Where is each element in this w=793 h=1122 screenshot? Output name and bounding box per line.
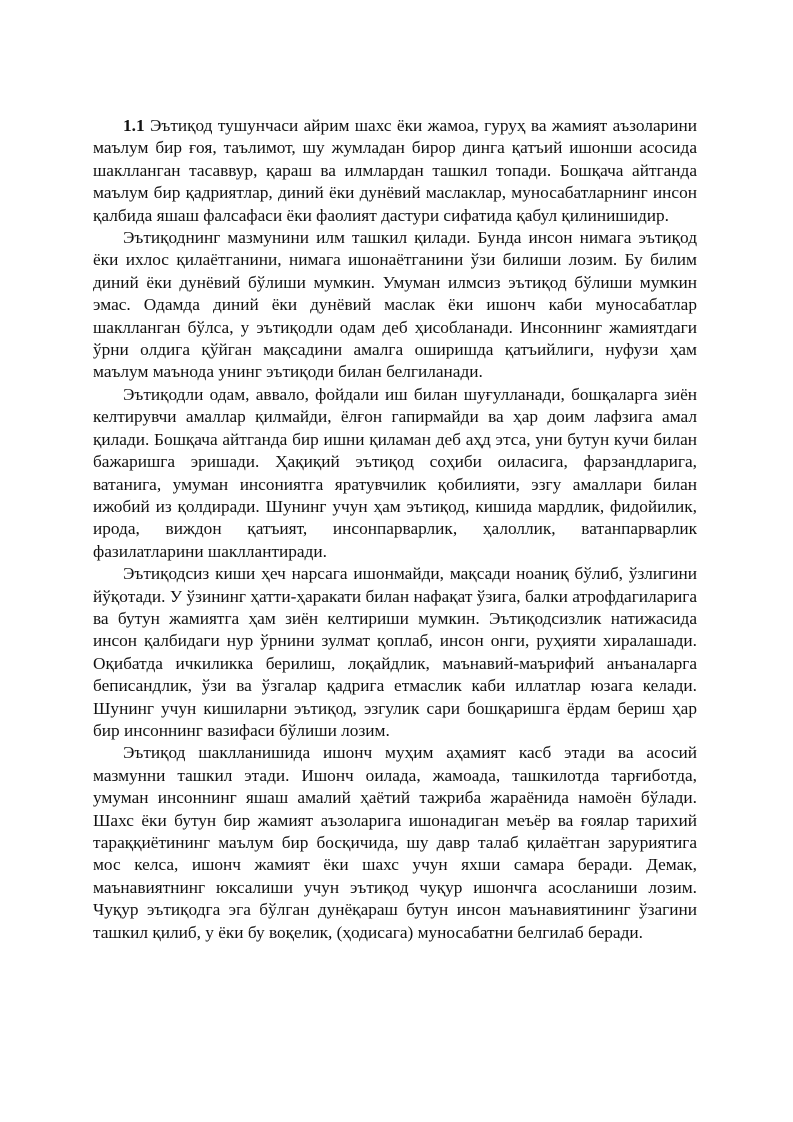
paragraph-4: Эътиқодсиз киши ҳеч нарсага ишонмайди, мақсади ноаниқ бўлиб, ўзлигини йўқотади. У ўзининг ҳатти-ҳаракати билан нафақат ўзига, балки атрофдагиларига ва бутун жамиятга ҳам зиён келтириши мумкин. Эътиқодсизлик натижасида инсон қалбидаги нур ўрнини зулмат қоплаб, инсон онги, руҳияти хиралашади. Оқибатда ичкиликка берилиш, лоқайдлик, маънавий-маърифий анъаналарга беписандлик, ўзи ва ўзгалар қадрига етмаслик каби иллатлар юзага келади. Шунинг учун кишиларни эътиқод, эзгулик сари бошқаришга ёрдам бериш ҳар бир инсоннинг вазифаси бўлиши лозим. xyxy=(93,564,697,740)
paragraph-5: Эътиқод шаклланишида ишонч муҳим аҳамият касб этади ва асосий мазмунни ташкил этади. Ишонч оилада, жамоада, ташкилотда тарғиботда, умуман инсоннинг яшаш амалий ҳаётий тажриба жараёнида намоён бўлади. Шахс ёки бутун бир жамият аъзоларига ишонадиган меъёр ва ғоялар тарихий тараққиётининг маълум бир босқичида, шу давр талаб қилаётган заруриятига мос келса, ишонч жамият ёки шахс учун яхши самара беради. Демак, маънавиятнинг юксалиши учун эътиқод чуқур ишончга асосланиши лозим. Чуқур эътиқодга эга бўлган дунёқараш бутун инсон маънавиятининг ўзагини ташкил қилиб, у ёки бу воқелик, (ҳодисага) муносабатни белгилаб беради. xyxy=(93,743,697,942)
paragraph-2: Эътиқоднинг мазмунини илм ташкил қилади. Бунда инсон нимага эътиқод ёки ихлос қилаётганини, нимага ишонаётганини ўзи билиши лозим. Бу билим диний ёки дунёвий бўлиши мумкин. Умуман илмсиз эътиқод бўлиши мумкин эмас. Одамда диний ёки дунёвий маслак ёки ишонч каби муносабатлар шаклланган бўлса, у эътиқодли одам деб ҳисобланади. Инсоннинг жамиятдаги ўрни олдига қўйган мақсадини амалга оширишда қатъийлиги, нуфузи ҳам маълум маънода унинг эътиқоди билан белгиланади. xyxy=(93,228,697,382)
document-page xyxy=(93,115,697,944)
paragraph-1-text: Эътиқод тушунчаси айрим шахс ёки жамоа, гуруҳ ва жамият аъзоларини маълум бир ғоя, таълимот, шу жумладан бирор динга қатъий ишонши асосида шаклланган тасаввур, қараш ва илмлардан ташкил топади. Бошқача айтганда маълум бир қадриятлар, диний ёки дунёвий маслаклар, муносабатларнинг инсон қалбида яшаш фалсафаси ёки фаолият дастури сифатида қабул қилинишидир. xyxy=(93,116,697,225)
section-number: 1.1 xyxy=(123,116,145,135)
paragraph-1 xyxy=(93,115,697,227)
paragraph-3: Эътиқодли одам, аввало, фойдали иш билан шуғулланади, бошқаларга зиён келтирувчи амаллар қилмайди, ёлғон гапирмайди ва ҳар доим лафзига амал қилади. Бошқача айтганда бир ишни қиламан деб аҳд этса, уни бутун кучи билан бажаришга эришади. Ҳақиқий эътиқод соҳиби оиласига, фарзандларига, ватанига, умуман инсониятга яратувчилик қобилияти, эзгу амаллари билан ижобий из қолдиради. Шунинг учун ҳам эътиқод, кишида мардлик, фидойилик, ирода, виждон қатъият, инсонпарварлик, ҳалоллик, ватанпарварлик фазилатларини шакллантиради. xyxy=(93,384,697,561)
